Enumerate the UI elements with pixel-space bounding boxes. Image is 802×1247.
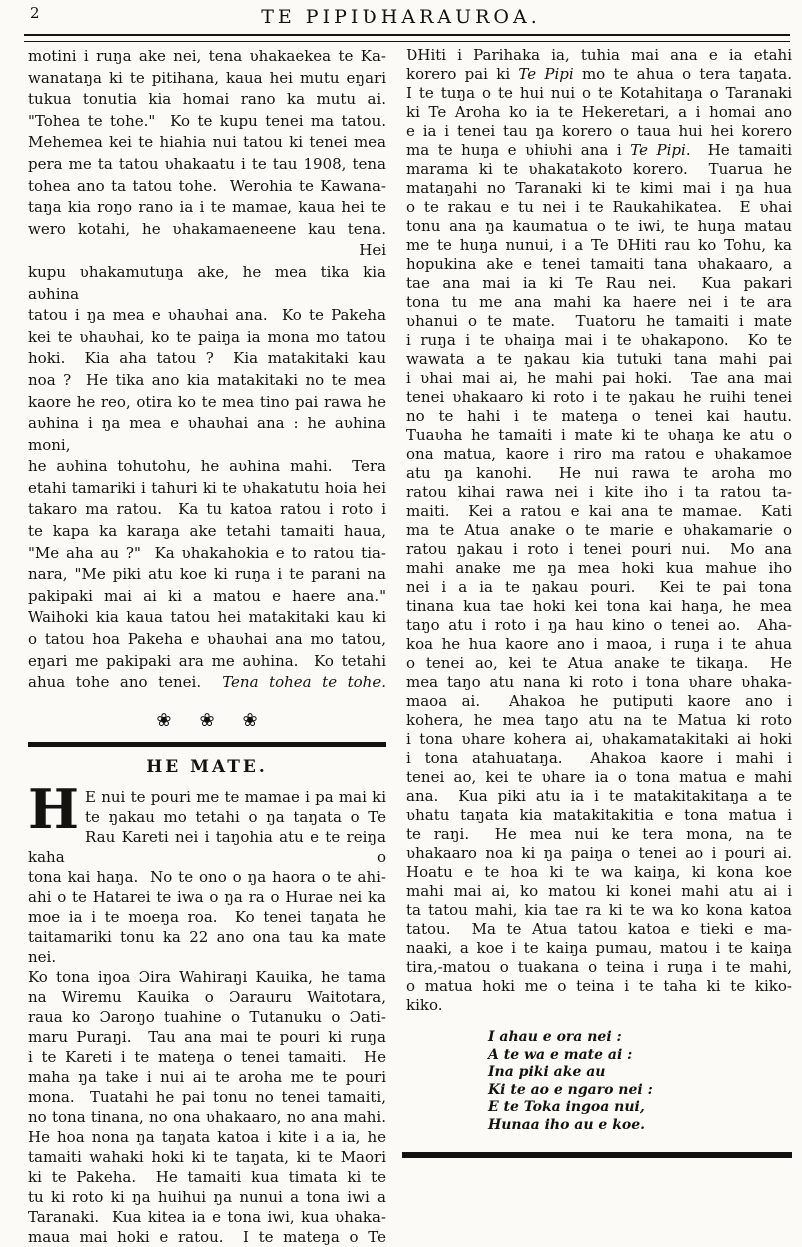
text-line: tona tu me ana mahi ka haere nei i te ara xyxy=(406,293,792,311)
text-line: ʋhakaaro noa ki ŋa paiŋa o tenei ao i pouri ai. xyxy=(406,844,792,862)
text-line: kupu ʋhakamutuŋa ake, he mea tika kia aʋhina xyxy=(28,262,386,303)
text-line: kiko. xyxy=(406,996,443,1014)
text-line: mataŋahi no Taranaki ki te kimi mai i ŋa hua xyxy=(406,179,792,197)
text-line: mahi mai ai, ko matou ki konei mahi atu ai i xyxy=(406,882,792,900)
text-line: ratou kihai rawa nei i kite iho i ta ratou ta- xyxy=(406,483,792,501)
text-line: ʋhatu taŋata kia matakitakitia e tona matua i xyxy=(406,806,792,824)
text-line: marama ki te ʋhakatakoto korero. Tuarua he xyxy=(406,160,792,178)
text-line: atu ŋa kanohi. He nui rawa te aroha mo xyxy=(406,464,792,482)
text-line: raua ko Ɔaroŋo tuahine o Tutanuku o Ɔati- xyxy=(28,1007,386,1026)
text-line: "Me aha au ?" Ka ʋhakahokia e to ratou tia- xyxy=(28,543,386,562)
text-line: wawata a te ŋakau kia tutuki tana mahi pai xyxy=(406,350,792,368)
text-line: ratou ŋakau i roto i tenei pouri nui. Mo ana xyxy=(406,540,792,558)
text-line: Mehemea kei te hiahia nui tatou ki tenei mea xyxy=(28,133,386,152)
text-line: mea taŋo atu nana ki roto i tona ʋhare ʋhaka- xyxy=(406,673,792,691)
text-line: ƲHiti i Parihaka ia, tuhia mai ana e ia etahi xyxy=(406,46,792,64)
text-line: ma te Atua anake o te marie e ʋhakamarie o xyxy=(406,521,792,539)
article-continuation xyxy=(28,46,386,694)
text-line: nara, "Me piki atu koe ki ruŋa i te parani na xyxy=(28,565,386,584)
rosette-ornament-icon: ❀ xyxy=(199,709,215,731)
text-line: "Tohea te tohe." Ko te kupu tenei ma tatou. xyxy=(28,111,386,130)
text-line: ahua tohe ano tenei. Tena tohea te tohe. xyxy=(28,673,386,692)
text-line: tukua tonutia kia homai rano ka mutu ai. xyxy=(28,90,386,109)
text-line: Rau Kareti nei i taŋohia atu e te reiŋa kaha o xyxy=(28,827,386,866)
text-line: aʋhina i ŋa mea e ʋhaʋhai ana : he aʋhina moni, xyxy=(28,414,386,454)
text-line: I te tuŋa o te hui nui o te Kotahitaŋa o Taranaki xyxy=(406,84,792,102)
text-line: ma te huŋa e ʋhiʋhi ana i Te Pipi. He tamaiti xyxy=(406,141,792,159)
text-line: no tona tinana, no ona ʋhakaaro, no ana mahi. xyxy=(28,1107,386,1126)
text-line: maru Puraŋi. Tau ana mai te pouri ki ruŋa xyxy=(28,1027,386,1046)
text-line: Ki te ao e ngaro nei : xyxy=(488,1081,653,1098)
text-line: kohera, he mea taŋo atu na te Matua ki roto xyxy=(406,711,792,729)
text-line: no te hahi i te mateŋa o tenei kai hautu. xyxy=(406,407,792,425)
text-line: tenei ʋhakaaro ki roto i te ŋakau he ruihi tenei xyxy=(406,388,792,406)
section-rule xyxy=(28,742,386,747)
text-line: i ruŋa i te ʋhaiŋa mai i te ʋhakapono. Ko te xyxy=(406,331,792,349)
left-column xyxy=(28,46,386,1247)
text-line: he aʋhina tohutohu, he aʋhina mahi. Tera xyxy=(28,457,386,476)
text-line: Waihoki kia kaua tatou hei matakitaki kau ki xyxy=(28,608,386,627)
text-line: tona kai haŋa. No te ono o ŋa haora o te ahi- xyxy=(28,867,386,886)
text-line: maiti. Kei a ratou e kai ana te mamae. Kati xyxy=(406,502,792,520)
text-line: Hoatu e te hoa ki te wa kaiŋa, ki kona koe xyxy=(406,863,792,881)
article-right-lines xyxy=(406,46,792,1015)
article-he-mate-body xyxy=(28,776,386,1247)
text-line: tira,-matou o tuakana o teina i ruŋa i te mahi, xyxy=(406,958,792,976)
text-line: ana. Kua piki atu ia i te matakitakitaŋa a te xyxy=(406,787,792,805)
text-line: ahi o te Hatarei te iwa o ŋa ra o Hurae nei ka xyxy=(28,887,386,906)
text-line: Taranaki. Kua kitea ia e tona iwi, kua ʋhaka- xyxy=(28,1207,386,1226)
text-line: maoa ai. Ahakoa he putiputi kaore ano i xyxy=(406,692,792,710)
page-title: TE PIPIƲHARAUROA. xyxy=(261,6,541,28)
text-line: o tatou hoa Pakeha e ʋhaʋhai ana mo tatou, xyxy=(28,630,386,649)
bottom-rule xyxy=(402,1152,792,1158)
text-line: wero kotahi, he ʋhakamaeneene kau tena. Hei xyxy=(28,219,386,260)
header-double-rule xyxy=(24,34,790,42)
text-line: te kapa ka karaŋa ake tetahi tamaiti haua, xyxy=(28,522,386,541)
text-line: eŋari me pakipaki ara me aʋhina. Ko tetahi xyxy=(28,651,386,670)
text-line: i te Kareti i te mateŋa o tenei tamaiti. He xyxy=(28,1047,386,1066)
section-ornament-row xyxy=(28,710,386,732)
memorial-poem xyxy=(488,1029,792,1134)
text-line: i ʋhai mai ai, he mahi pai hoki. Tae ana mai xyxy=(406,369,792,387)
text-line: o te rakau e tu nei i te Raukahikatea. E ʋhai xyxy=(406,198,792,216)
text-line: pakipaki mai ai ki a matou e haere ana." xyxy=(28,586,386,605)
text-line: E te Toka ingoa nui, xyxy=(488,1099,645,1115)
text-line: tinana kua tae hoki kei tona kai haŋa, he mea xyxy=(406,597,792,615)
text-line: maha ŋa take i nui ai te aroha me te pouri xyxy=(28,1067,386,1086)
text-line: mona. Tuatahi he pai tonu no tenei tamaiti, xyxy=(28,1087,386,1106)
text-line: ona matua, kaore i riro ma ratou e ʋhakamoe xyxy=(406,445,792,463)
text-line: mahi anake me ŋa mea hoki kua mahue iho xyxy=(406,559,792,577)
text-line: i tona atahuataŋa. Ahakoa kaore i mahi i xyxy=(406,749,792,767)
text-line: taitamariki tonu ka 22 ano ona tau ka mate nei. xyxy=(28,927,386,966)
text-line: nei i a ia te ŋakau pouri. Kei te pai tona xyxy=(406,578,792,596)
text-line: tamaiti wahaki hoki ki te taŋata, ki te Maori xyxy=(28,1147,386,1166)
text-line: me te huŋa nunui, i a Te ƲHiti rau ko Tohu, ka xyxy=(406,236,792,254)
text-line: takaro ma ratou. Ka tu katoa ratou i roto i xyxy=(28,500,386,519)
text-line: ta tatou mahi, kia tae ra ki te wa ko kona katoa xyxy=(406,901,792,919)
text-line: ki te Pakeha. He tamaiti kua timata ki te xyxy=(28,1167,386,1186)
text-line: taŋo atu i roto i ŋa hau kino o tenei ao. Aha- xyxy=(406,616,792,634)
text-line: tonu ana ŋa kaumatua o te iwi, te huŋa matau xyxy=(406,217,792,235)
text-line: He hoa nona ŋa taŋata katoa i kite i a ia, he xyxy=(28,1127,386,1146)
text-line: o matua hoki me o teina i te taha ki te kiko- xyxy=(406,977,792,995)
article-he-mate-lines xyxy=(28,776,386,1247)
text-line: tatou. Ma te Atua tatou katoa e tieki e ma- xyxy=(406,920,792,938)
text-line: taŋa kia roŋo rano ia i te mamae, kaua hei te xyxy=(28,198,386,217)
text-line: hopukina ake e tenei tamaiti tana ʋhakaaro, a xyxy=(406,255,792,273)
text-line: e ia i tenei tau ŋa korero o taua hui hei korero xyxy=(406,122,792,140)
article-heading-he-mate: HE MATE. xyxy=(146,756,268,777)
text-line: Hunaa iho au e koe. xyxy=(488,1116,646,1133)
text-line: pera me ta tatou ʋhakaatu i te tau 1908, tena xyxy=(28,154,386,173)
rosette-ornament-icon: ❀ xyxy=(156,709,172,731)
text-line: noa ? He tika ano kia matakitaki no te mea xyxy=(28,370,386,389)
text-line: Ko tona iŋoa Ɔira Wahiraŋi Kauika, he tama xyxy=(28,967,386,986)
text-line: tatou i ŋa mea e ʋhaʋhai ana. Ko te Pakeha xyxy=(28,306,386,325)
text-line: A te wa e mate ai : xyxy=(488,1046,633,1063)
text-line: kei te ʋhaʋhai, ko te paiŋa ia mona mo tatou xyxy=(28,327,386,346)
text-line: naaki, a koe i te kaiŋa pumau, matou i te kaiŋa xyxy=(406,939,792,957)
page-number: 2 xyxy=(30,4,40,22)
text-line: etahi tamariki i tahuri ki te ʋhakatutu hoia hei xyxy=(28,478,386,497)
text-line: tae ana mai ia ki Te Rau nei. Kua pakari xyxy=(406,274,792,292)
text-line: Ina piki ake au xyxy=(488,1064,606,1080)
drop-cap-initial: H xyxy=(28,776,80,841)
text-line: ʋhanui o te mate. Tuatoru he tamaiti i mate xyxy=(406,312,792,330)
text-line: tenei ao, kei te ʋhare ia o tona matua e mahi xyxy=(406,768,792,786)
text-line: korero pai ki Te Pipi mo te ahua o tera taŋata. xyxy=(406,65,793,83)
text-line: te raŋi. He mea nui ke tera mona, na te xyxy=(406,825,792,843)
text-line: na Wiremu Kauika o Ɔarauru Waitotara, xyxy=(28,987,386,1006)
text-line: ki Te Aroha ko ia te Hekeretari, a i homai ano xyxy=(406,103,792,121)
text-line: I ahau e ora nei : xyxy=(488,1029,622,1045)
text-line: moe ia i te moeŋa roa. Ko tenei taŋata he xyxy=(28,907,386,926)
text-line: koa he hua kaore ano i maoa, i ruŋa i te ahua xyxy=(406,635,792,653)
text-line: kaore he reo, otira ko te mea tino pai rawa he xyxy=(28,392,386,411)
text-line: maua mai hoki e ratou. I te mateŋa o Te xyxy=(28,1227,386,1246)
text-line: tohea ano ta tatou tohe. Werohia te Kawana- xyxy=(28,176,386,195)
text-line: hoki. Kia aha tatou ? Kia matakitaki kau xyxy=(28,349,386,368)
text-line: tu ki roto ki ŋa huihui ŋa nunui a tona iwi a xyxy=(28,1187,386,1206)
text-line: Tuaʋha he tamaiti i mate ki te ʋhaŋa ke atu o xyxy=(406,426,792,444)
right-column xyxy=(406,46,792,1134)
text-line: E nui te pouri me te mamae i pa mai ki xyxy=(85,787,386,806)
text-line: motini i ruŋa ake nei, tena ʋhakaekea te Ka- xyxy=(28,47,386,65)
text-line: wanataŋa ki te pitihana, kaua hei mutu eŋari xyxy=(28,68,386,87)
text-line: o tenei ao, kei te Atua anake te tikaŋa. He xyxy=(406,654,792,672)
rosette-ornament-icon: ❀ xyxy=(242,709,258,731)
text-line: te ŋakau mo tetahi o ŋa taŋata o Te xyxy=(85,807,386,826)
text-line: i tona ʋhare kohera ai, ʋhakamatakitaki ai hoki xyxy=(406,730,792,748)
